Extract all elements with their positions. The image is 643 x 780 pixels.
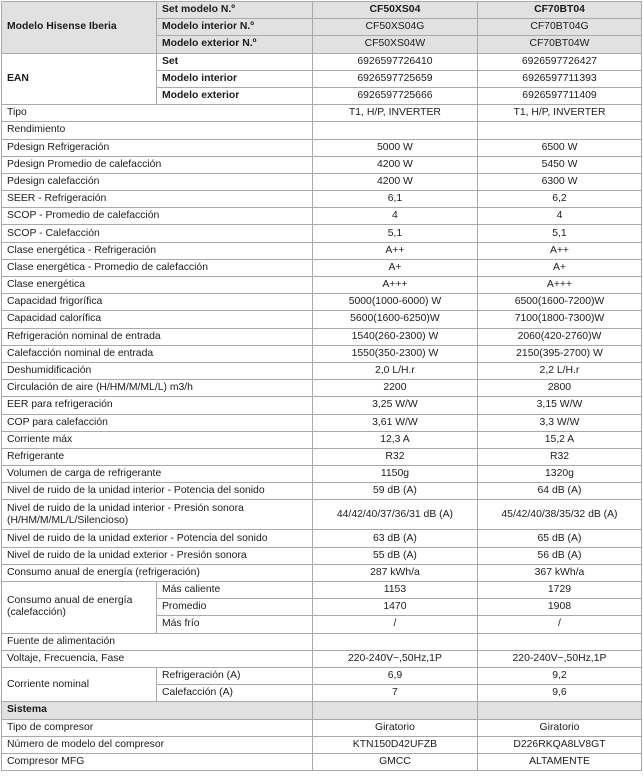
spec-label: Rendimiento — [2, 122, 313, 139]
spec-row — [2, 208, 642, 225]
spec-label: Tipo — [2, 105, 313, 122]
spec-row — [2, 277, 642, 294]
spec-label: Clase energética - Promedio de calefacción — [2, 259, 313, 276]
spec-value-model-2: 2060(420-2760)W — [477, 328, 641, 345]
spec-value-model-2: 1320g — [477, 466, 641, 483]
spec-row — [2, 530, 642, 547]
annual-heating-label: Consumo anual de energía (calefacción) — [2, 582, 157, 634]
spec-row — [2, 173, 642, 190]
spec-value-model-2: 6,2 — [477, 191, 641, 208]
ean-indoor-2: 6926597711393 — [477, 70, 641, 87]
indoor-model-1: CF50XS04G — [312, 19, 477, 36]
ean-set-label: Set — [156, 53, 312, 70]
spec-value-model-2: 2150(395-2700) W — [477, 345, 641, 362]
spec-value-model-2: R32 — [477, 448, 641, 465]
spec-row — [2, 294, 642, 311]
spec-label: Compresor MFG — [2, 753, 313, 770]
spec-value-model-2: 1908 — [477, 599, 641, 616]
spec-value-model-1: 3,25 W/W — [312, 397, 477, 414]
spec-value-model-1: 4200 W — [312, 173, 477, 190]
spec-value-model-2: Giratorio — [477, 719, 641, 736]
ean-outdoor-label: Modelo exterior — [156, 87, 312, 104]
spec-value-model-2: 6300 W — [477, 173, 641, 190]
spec-label: Pdesign Refrigeración — [2, 139, 313, 156]
spec-row — [2, 667, 642, 684]
ean-outdoor-2: 6926597711409 — [477, 87, 641, 104]
spec-value-model-2: 3,3 W/W — [477, 414, 641, 431]
empty-cell — [477, 702, 641, 719]
spec-value-model-1: A+++ — [312, 277, 477, 294]
ean-set-2: 6926597726427 — [477, 53, 641, 70]
spec-row — [2, 431, 642, 448]
spec-value-model-2: D226RKQA8LV8GT — [477, 736, 641, 753]
ean-indoor-1: 6926597725659 — [312, 70, 477, 87]
spec-sub-label: Más frío — [156, 616, 312, 633]
spec-row — [2, 259, 642, 276]
spec-row — [2, 122, 642, 139]
spec-value-model-2: A+ — [477, 259, 641, 276]
spec-table — [1, 1, 642, 771]
spec-value-model-2: 9,2 — [477, 667, 641, 684]
spec-value-model-2: A++ — [477, 242, 641, 259]
spec-label: EER para refrigeración — [2, 397, 313, 414]
spec-value-model-2: A+++ — [477, 277, 641, 294]
spec-value-model-1: 12,3 A — [312, 431, 477, 448]
spec-value-model-1: 7 — [312, 685, 477, 702]
empty-cell — [312, 633, 477, 650]
spec-value-model-1: R32 — [312, 448, 477, 465]
empty-cell — [477, 633, 641, 650]
spec-value-model-1: 2200 — [312, 380, 477, 397]
header-row-set — [2, 2, 642, 19]
spec-value-model-2: 5450 W — [477, 156, 641, 173]
spec-value-model-1: 287 kWh/a — [312, 564, 477, 581]
spec-value-model-1: / — [312, 616, 477, 633]
spec-value-model-2: / — [477, 616, 641, 633]
spec-value-model-2: 3,15 W/W — [477, 397, 641, 414]
indoor-model-2: CF70BT04G — [477, 19, 641, 36]
spec-label: Nivel de ruido de la unidad interior - Potencia del sonido — [2, 483, 313, 500]
spec-label: Calefacción nominal de entrada — [2, 345, 313, 362]
spec-row — [2, 105, 642, 122]
spec-value-model-1: GMCC — [312, 753, 477, 770]
spec-label: Tipo de compresor — [2, 719, 313, 736]
spec-sub-label: Más caliente — [156, 582, 312, 599]
spec-row — [2, 139, 642, 156]
section-header-row — [2, 702, 642, 719]
spec-value-model-1: T1, H/P, INVERTER — [312, 105, 477, 122]
spec-value-model-2: 220-240V~,50Hz,1P — [477, 650, 641, 667]
spec-row — [2, 414, 642, 431]
indoor-label: Modelo interior N.º — [156, 19, 312, 36]
nominal-current-label: Corriente nominal — [2, 667, 157, 701]
spec-value-model-1: 1150g — [312, 466, 477, 483]
model-label: Modelo Hisense Iberia — [2, 2, 157, 54]
spec-value-model-1: 2,0 L/H.r — [312, 362, 477, 379]
spec-label: Refrigerante — [2, 448, 313, 465]
ean-set-1: 6926597726410 — [312, 53, 477, 70]
spec-label: Deshumidificación — [2, 362, 313, 379]
empty-cell — [312, 702, 477, 719]
spec-row — [2, 719, 642, 736]
ean-row-set — [2, 53, 642, 70]
spec-value-model-2: 7100(1800-7300)W — [477, 311, 641, 328]
spec-value-model-2: 15,2 A — [477, 431, 641, 448]
spec-row — [2, 466, 642, 483]
spec-value-model-1: A++ — [312, 242, 477, 259]
spec-label: Corriente máx — [2, 431, 313, 448]
voltage-label: Voltaje, Frecuencia, Fase — [2, 650, 313, 667]
spec-label: Capacidad frigorífica — [2, 294, 313, 311]
set-model-1: CF50XS04 — [312, 2, 477, 19]
spec-row — [2, 564, 642, 581]
spec-label: SCOP - Calefacción — [2, 225, 313, 242]
spec-row — [2, 191, 642, 208]
spec-label: Consumo anual de energía (refrigeración) — [2, 564, 313, 581]
spec-value-model-2: 9,6 — [477, 685, 641, 702]
spec-value-model-2: 4 — [477, 208, 641, 225]
system-section-title: Sistema — [2, 702, 313, 719]
spec-row — [2, 362, 642, 379]
spec-label: SEER - Refrigeración — [2, 191, 313, 208]
spec-label: Número de modelo del compresor — [2, 736, 313, 753]
spec-value-model-1: 1470 — [312, 599, 477, 616]
spec-value-model-1: Giratorio — [312, 719, 477, 736]
ean-label: EAN — [2, 53, 157, 105]
spec-row — [2, 753, 642, 770]
spec-label: SCOP - Promedio de calefacción — [2, 208, 313, 225]
spec-label: Refrigeración nominal de entrada — [2, 328, 313, 345]
spec-row — [2, 500, 642, 530]
spec-value-model-1: 59 dB (A) — [312, 483, 477, 500]
spec-row — [2, 345, 642, 362]
spec-value-model-2: 65 dB (A) — [477, 530, 641, 547]
spec-value-model-2: 6500(1600-7200)W — [477, 294, 641, 311]
spec-row — [2, 582, 642, 599]
spec-row — [2, 736, 642, 753]
spec-row — [2, 633, 642, 650]
spec-value-model-1: 63 dB (A) — [312, 530, 477, 547]
spec-value-model-2: 56 dB (A) — [477, 547, 641, 564]
spec-label: Clase energética - Refrigeración — [2, 242, 313, 259]
spec-value-model-1: 1540(260-2300) W — [312, 328, 477, 345]
spec-row — [2, 650, 642, 667]
set-label: Set modelo N.º — [156, 2, 312, 19]
spec-row — [2, 156, 642, 173]
spec-value-model-2: ALTAMENTE — [477, 753, 641, 770]
spec-label: Pdesign Promedio de calefacción — [2, 156, 313, 173]
spec-value-model-2: 1729 — [477, 582, 641, 599]
spec-value-model-1: 5,1 — [312, 225, 477, 242]
power-supply-label: Fuente de alimentación — [2, 633, 313, 650]
spec-row — [2, 448, 642, 465]
spec-value-model-1: 1550(350-2300) W — [312, 345, 477, 362]
spec-row — [2, 397, 642, 414]
spec-value-model-1: 6,1 — [312, 191, 477, 208]
spec-row — [2, 328, 642, 345]
spec-value-model-1: 3,61 W/W — [312, 414, 477, 431]
spec-value-model-1: 44/42/40/37/36/31 dB (A) — [312, 500, 477, 530]
spec-row — [2, 483, 642, 500]
spec-value-model-1: KTN150D42UFZB — [312, 736, 477, 753]
spec-value-model-2: 367 kWh/a — [477, 564, 641, 581]
spec-label: Volumen de carga de refrigerante — [2, 466, 313, 483]
spec-value-model-2: 5,1 — [477, 225, 641, 242]
spec-value-model-1: 4 — [312, 208, 477, 225]
spec-value-model-1: 5000(1000-6000) W — [312, 294, 477, 311]
spec-value-model-2: T1, H/P, INVERTER — [477, 105, 641, 122]
spec-row — [2, 242, 642, 259]
spec-row — [2, 225, 642, 242]
spec-value-model-1: 1153 — [312, 582, 477, 599]
spec-label: COP para calefacción — [2, 414, 313, 431]
spec-row — [2, 311, 642, 328]
spec-label: Capacidad calorífica — [2, 311, 313, 328]
spec-value-model-1 — [312, 122, 477, 139]
outdoor-label: Modelo exterior N.º — [156, 36, 312, 53]
spec-sub-label: Promedio — [156, 599, 312, 616]
spec-value-model-1: 5000 W — [312, 139, 477, 156]
spec-label: Circulación de aire (H/HM/M/ML/L) m3/h — [2, 380, 313, 397]
outdoor-model-1: CF50XS04W — [312, 36, 477, 53]
spec-label: Clase energética — [2, 277, 313, 294]
spec-value-model-2: 2,2 L/H.r — [477, 362, 641, 379]
ean-indoor-label: Modelo interior — [156, 70, 312, 87]
ean-outdoor-1: 6926597725666 — [312, 87, 477, 104]
spec-value-model-1: A+ — [312, 259, 477, 276]
spec-value-model-2: 6500 W — [477, 139, 641, 156]
spec-value-model-1: 6,9 — [312, 667, 477, 684]
outdoor-model-2: CF70BT04W — [477, 36, 641, 53]
spec-sub-label: Refrigeración (A) — [156, 667, 312, 684]
spec-value-model-1: 4200 W — [312, 156, 477, 173]
spec-label: Pdesign calefacción — [2, 173, 313, 190]
spec-value-model-2: 2800 — [477, 380, 641, 397]
spec-sub-label: Calefacción (A) — [156, 685, 312, 702]
spec-value-model-1: 5600(1600-6250)W — [312, 311, 477, 328]
spec-value-model-2: 45/42/40/38/35/32 dB (A) — [477, 500, 641, 530]
spec-value-model-1: 220-240V~,50Hz,1P — [312, 650, 477, 667]
spec-value-model-1: 55 dB (A) — [312, 547, 477, 564]
spec-label: Nivel de ruido de la unidad interior - Presión sonora (H/HM/M/ML/L/Silencioso) — [2, 500, 313, 530]
spec-value-model-2: 64 dB (A) — [477, 483, 641, 500]
spec-value-model-2 — [477, 122, 641, 139]
spec-label: Nivel de ruido de la unidad exterior - Potencia del sonido — [2, 530, 313, 547]
spec-row — [2, 547, 642, 564]
spec-label: Nivel de ruido de la unidad exterior - Presión sonora — [2, 547, 313, 564]
spec-row — [2, 380, 642, 397]
set-model-2: CF70BT04 — [477, 2, 641, 19]
